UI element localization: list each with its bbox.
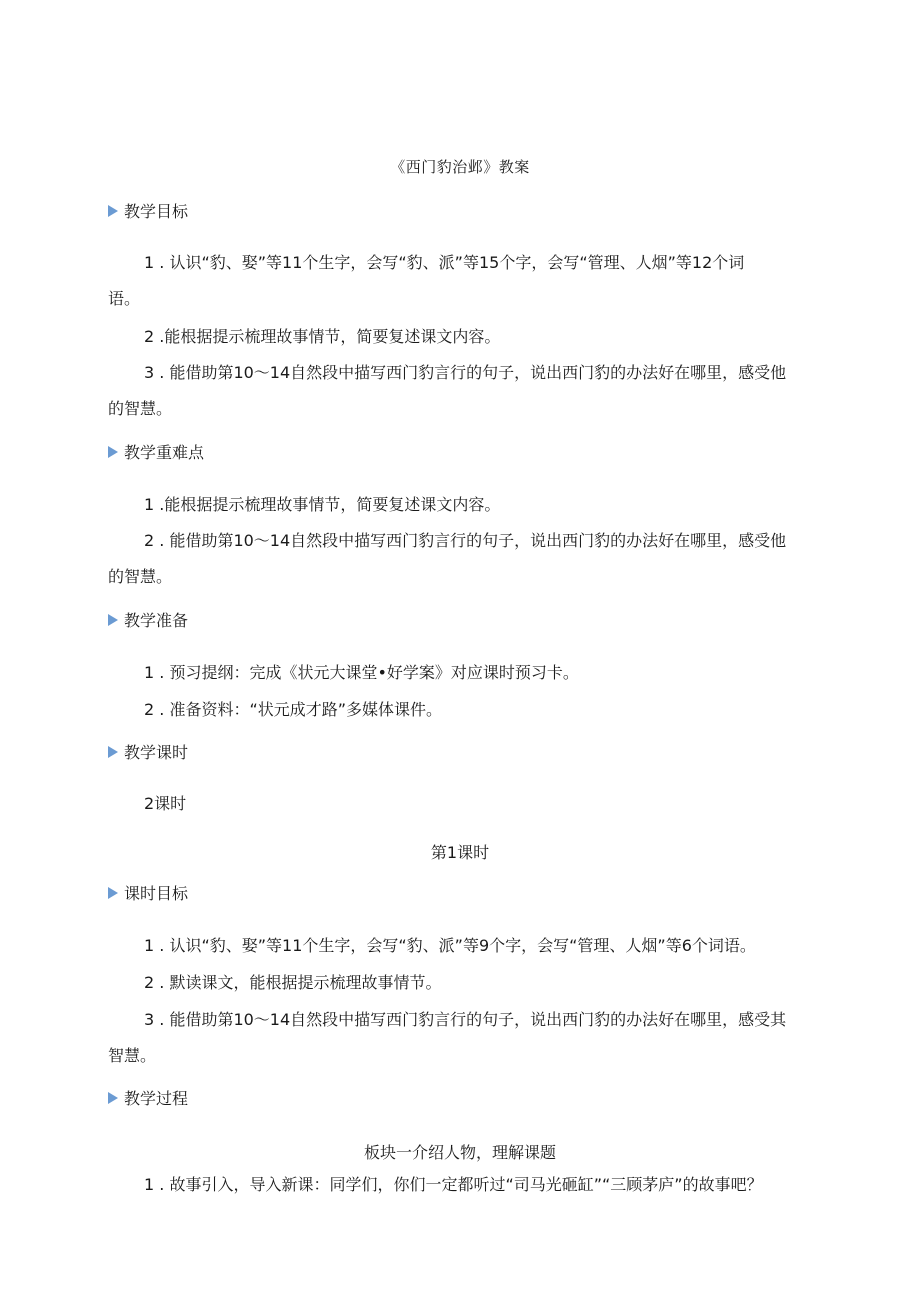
section-lesson-goals [108,881,188,904]
section-label: 教学目标 [124,202,189,221]
triangle-marker-icon [108,614,118,626]
paragraph: 1 .能根据提示梳理故事情节，简要复述课文内容。 [144,495,501,514]
paragraph: 1 . 认识“豹、娶”等11个生字，会写“豹、派”等9个字，会写“管理、人烟”等6个词语。 [144,936,756,955]
paragraph: 的智慧。 [108,567,173,586]
triangle-marker-icon [108,887,118,899]
paragraph: 2 . 默读课文，能根据提示梳理故事情节。 [144,973,442,992]
triangle-marker-icon [108,446,118,458]
triangle-marker-icon [108,746,118,758]
document-title: 《西门豹治邺》教案 [390,158,530,176]
paragraph: 1 . 故事引入，导入新课：同学们，你们一定都听过“司马光砸缸”“三顾茅庐”的故事吧？ [144,1175,763,1194]
section-key-difficulties [108,440,204,463]
paragraph: 1 . 认识“豹、娶”等11个生字，会写“豹、派”等15个字，会写“管理、人烟”等12个词 [144,253,745,272]
paragraph: 的智慧。 [108,399,173,418]
paragraph: 2 .能根据提示梳理故事情节，简要复述课文内容。 [144,327,501,346]
paragraph: 智慧。 [108,1046,157,1065]
section-label: 教学课时 [124,743,189,762]
section-teaching-goals [108,199,188,222]
section-label: 教学过程 [124,1089,189,1108]
section-label: 教学准备 [124,611,189,630]
triangle-marker-icon [108,1092,118,1104]
paragraph: 3 . 能借助第10〜14自然段中描写西门豹言行的句子，说出西门豹的办法好在哪里，感受他 [144,363,787,382]
paragraph: 1 . 预习提纲：完成《状元大课堂•好学案》对应课时预习卡。 [144,663,579,682]
paragraph: 语。 [108,289,141,308]
triangle-marker-icon [108,205,118,217]
section-label: 教学重难点 [124,443,205,462]
lesson-heading: 第1课时 [430,843,490,862]
paragraph: 2课时 [144,794,187,813]
section-class-hours [108,740,188,763]
section-label: 课时目标 [124,884,189,903]
paragraph: 2 . 准备资料：“状元成才路”多媒体课件。 [144,700,443,719]
paragraph: 2 . 能借助第10〜14自然段中描写西门豹言行的句子，说出西门豹的办法好在哪里，感受他 [144,531,787,550]
block-heading: 板块一介绍人物，理解课题 [363,1143,556,1162]
section-preparation [108,608,188,631]
paragraph: 3 . 能借助第10〜14自然段中描写西门豹言行的句子，说出西门豹的办法好在哪里，感受其 [144,1010,787,1029]
section-process [108,1086,188,1109]
